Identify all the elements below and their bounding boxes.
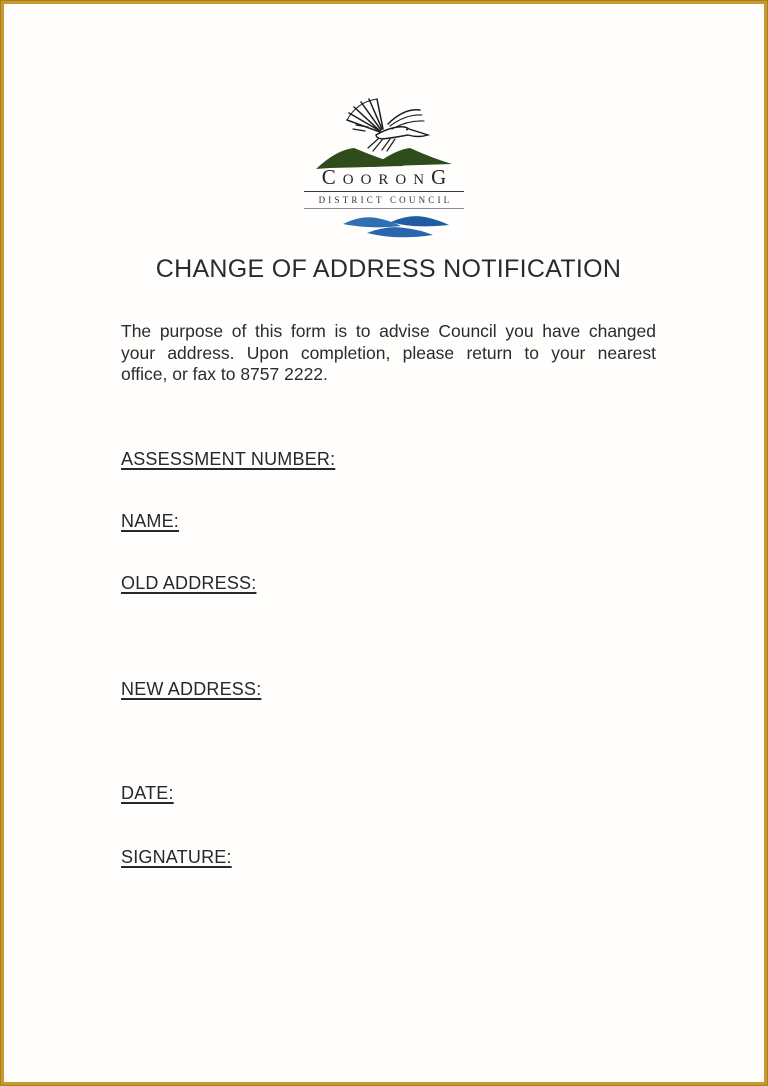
district-council-label: DISTRICT COUNCIL — [318, 195, 453, 205]
bird-eye — [406, 129, 408, 131]
intro-line: The purpose of this form is to advise Council you have changed — [121, 321, 656, 341]
field-label-text: NAME: — [121, 511, 180, 531]
field-label-assessment-number — [121, 449, 335, 470]
wordmark-middle: OORON — [342, 172, 432, 188]
intro-paragraph — [121, 321, 656, 386]
water-waves-icon — [341, 213, 453, 239]
field-label-text: SIGNATURE: — [121, 847, 232, 867]
field-label-text: NEW ADDRESS: — [121, 679, 262, 699]
logo-divider-top — [304, 191, 464, 192]
field-label-name — [121, 511, 179, 532]
wordmark-last-letter: G — [431, 165, 454, 189]
coorong-wordmark — [315, 165, 454, 190]
intro-line: your address. Upon completion, please return to your nearest — [121, 342, 656, 363]
page-title: CHANGE OF ADDRESS NOTIFICATION — [155, 255, 622, 283]
intro-line: office, or fax to 8757 2222. — [121, 364, 328, 385]
field-label-text: OLD ADDRESS: — [121, 573, 257, 593]
field-label-old-address — [121, 573, 256, 594]
wordmark-first-letter: C — [321, 165, 343, 189]
field-label-text: ASSESSMENT NUMBER: — [121, 449, 336, 469]
field-label-text: DATE: — [121, 783, 174, 803]
coorong-council-logo — [4, 98, 764, 239]
logo-divider-bottom — [304, 208, 464, 209]
field-label-new-address — [121, 679, 261, 700]
field-label-date — [121, 783, 174, 804]
field-label-signature — [121, 847, 232, 868]
